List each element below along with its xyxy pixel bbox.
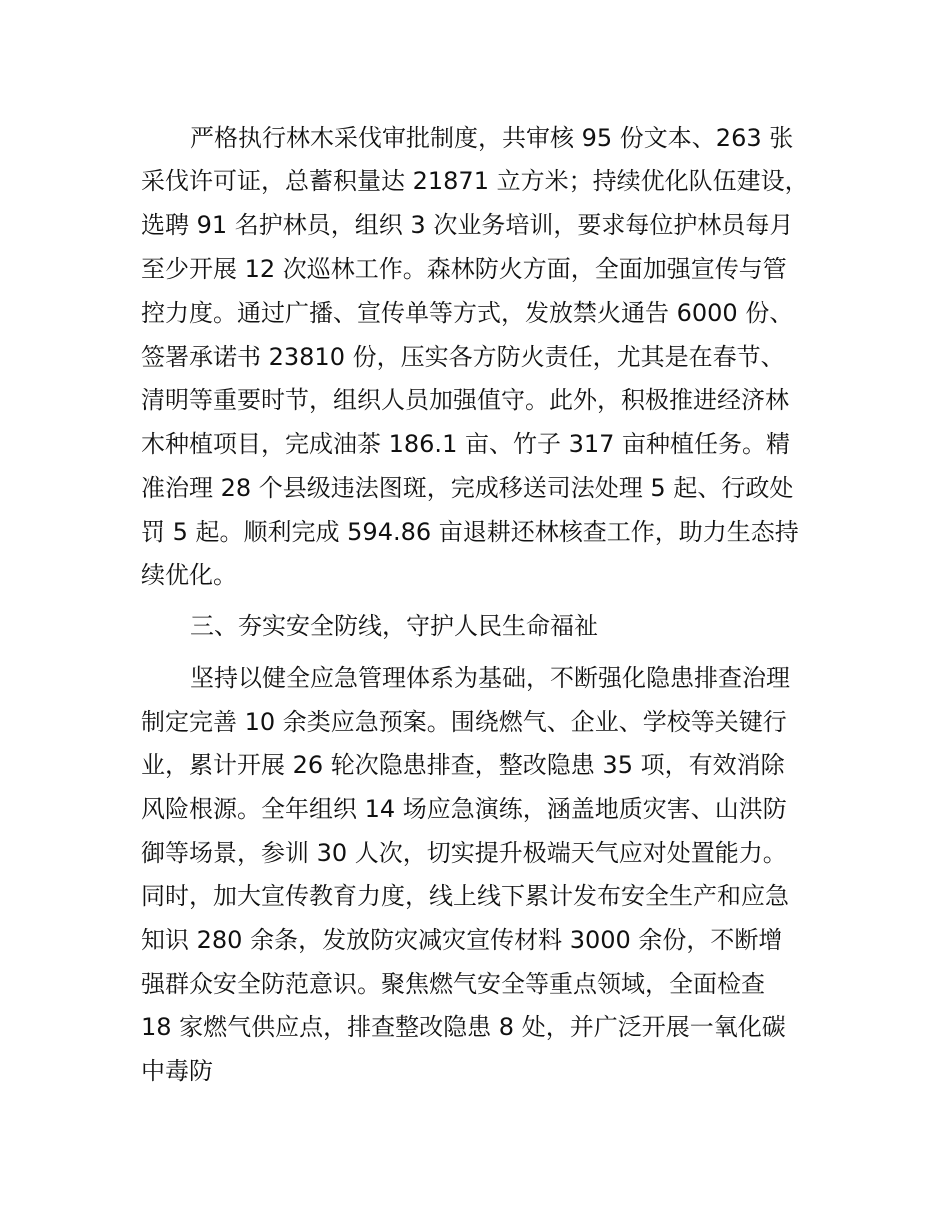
paragraph-2-line-6: 同时，加大宣传教育力度，线上线下累计发布安全生产和应急 — [141, 882, 789, 910]
paragraph-1-line-10: 罚 5 起。顺利完成 594.86 亩退耕还林核查工作，助力生态持 — [141, 518, 799, 546]
paragraph-2-line-1: 坚持以健全应急管理体系为基础，不断强化隐患排查治理 — [190, 664, 790, 692]
paragraph-1-line-5: 控力度。通过广播、宣传单等方式，发放禁火通告 6000 份、 — [141, 299, 794, 327]
paragraph-1-line-6: 签署承诺书 23810 份，压实各方防火责任，尤其是在春节、 — [141, 343, 785, 371]
paragraph-2-line-5: 御等场景，参训 30 人次，切实提升极端天气应对处置能力。 — [141, 839, 787, 867]
paragraph-2-line-7: 知识 280 余条，发放防灾减灾宣传材料 3000 余份，不断增 — [141, 926, 783, 954]
paragraph-1-line-9: 准治理 28 个县级违法图斑，完成移送司法处理 5 起、行政处 — [141, 474, 794, 502]
paragraph-1-line-11: 续优化。 — [141, 561, 237, 589]
paragraph-2-line-9: 18 家燃气供应点，排查整改隐患 8 处，并广泛开展一氧化碳 — [141, 1013, 786, 1041]
paragraph-2-line-4: 风险根源。全年组织 14 场应急演练，涵盖地质灾害、山洪防 — [141, 795, 787, 823]
section-heading: 三、夯实安全防线，守护人民生命福祉 — [190, 612, 598, 640]
paragraph-1-line-3: 选聘 91 名护林员，组织 3 次业务培训，要求每位护林员每月 — [141, 211, 794, 239]
paragraph-2-line-3: 业，累计开展 26 轮次隐患排查，整改隐患 35 项，有效消除 — [141, 751, 785, 779]
paragraph-1-line-7: 清明等重要时节，组织人员加强值守。此外，积极推进经济林 — [141, 386, 789, 414]
paragraph-1-line-1: 严格执行林木采伐审批制度，共审核 95 份文本、263 张 — [190, 124, 794, 152]
paragraph-1-line-4: 至少开展 12 次巡林工作。森林防火方面，全面加强宣传与管 — [141, 255, 787, 283]
paragraph-1-line-8: 木种植项目，完成油茶 186.1 亩、竹子 317 亩种植任务。精 — [141, 430, 791, 458]
paragraph-2-line-8: 强群众安全防范意识。聚焦燃气安全等重点领域，全面检查 — [141, 970, 765, 998]
paragraph-1-line-2: 采伐许可证，总蓄积量达 21871 立方米；持续优化队伍建设， — [141, 167, 809, 195]
paragraph-2-line-10: 中毒防 — [141, 1057, 213, 1085]
paragraph-2-line-2: 制定完善 10 余类应急预案。围绕燃气、企业、学校等关键行 — [141, 708, 787, 736]
